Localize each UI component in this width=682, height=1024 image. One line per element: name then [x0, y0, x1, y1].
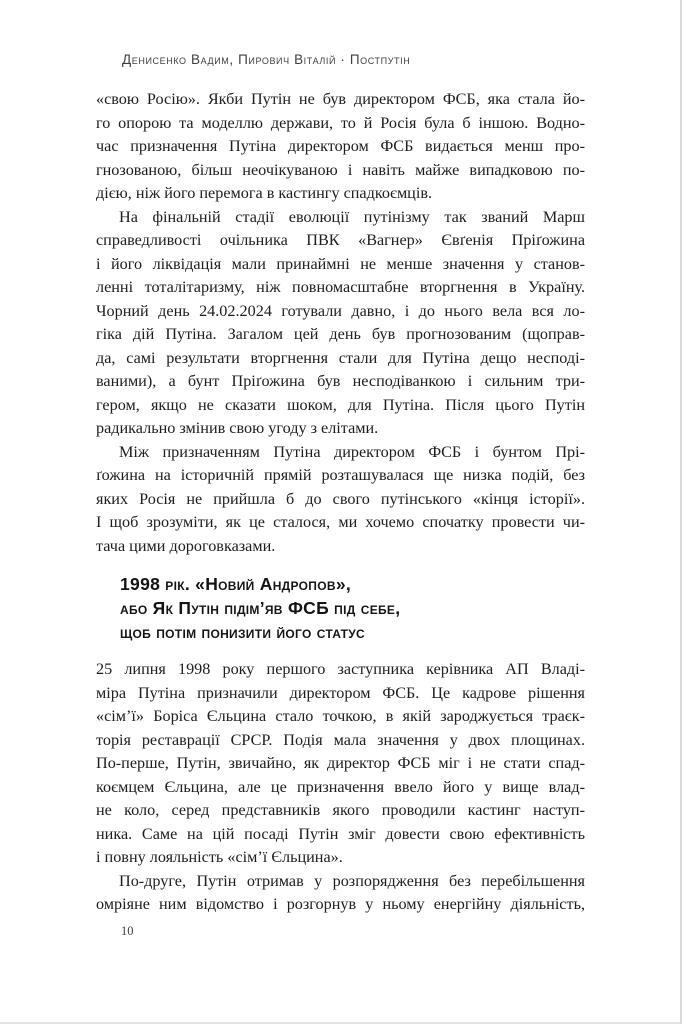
text-line: По-перше, Путін, звичайно, як директор ФСБ міг і не стати спад-: [96, 754, 585, 772]
paragraph: [96, 658, 585, 870]
text-line: ґожина на історичній прямій розташувалася ще низка подій, без: [96, 466, 585, 484]
text-line: ленні тоталітаризму, ніж повномасштабне вторгнення в Україну.: [96, 278, 585, 296]
text-line: час призначення Путіна директором ФСБ видається менш про-: [96, 137, 585, 155]
text-line: гіка дій Путіна. Загалом цей день був прогнозованим (щоправ-: [96, 325, 585, 343]
paragraph: [96, 206, 585, 441]
text-line: яких Росія не прийшла б до свого путінського «кінця історії».: [96, 489, 585, 508]
text-line: міра Путіна призначили директором ФСБ. Це кадрове рішення: [96, 683, 585, 702]
text-line: справедливості очільника ПВК «Вагнер» Євґенія Пріґожина: [96, 231, 585, 249]
text-line: гером, якщо не сказати шоком, для Путіна. Після цього Путін: [96, 395, 585, 414]
paragraph: [96, 441, 585, 559]
page-number: 10: [121, 924, 134, 938]
heading-line: або Як Путін підім’яв ФСБ під себе,: [120, 598, 401, 618]
text-line: го опорою та моделлю держави, то й Росія була б іншою. Водно-: [96, 113, 585, 132]
text-line: гнозованою, більш неочікуваною і навіть майже випадковою по-: [96, 160, 585, 179]
paragraph: [96, 88, 585, 206]
text-line: І щоб зрозуміти, як це сталося, ми хочемо спочатку провести чи-: [96, 513, 585, 531]
text-line: і повну лояльність «сім’ї Єльцина».: [96, 848, 343, 866]
text-line: да, самі результати вторгнення стали для Путіна дещо несподі-: [96, 348, 585, 367]
text-line: ваними), а бунт Пріґожина був несподіванкою і сильним три-: [96, 372, 585, 390]
text-line: не коло, серед представників якого проводили кастинг наступ-: [96, 801, 585, 819]
text-line: омріяне ним відомство і розгорнув у ньому енергійну діяльність,: [96, 895, 585, 913]
text-line: Між призначенням Путіна директором ФСБ і бунтом Прі-: [119, 442, 585, 461]
heading-line: 1998 рік. «Новий Андропов»,: [120, 574, 352, 594]
text-line: тача цими дороговказами.: [96, 536, 276, 555]
text-line: і його ліквідація мали принаймні не менше значення у станов-: [96, 254, 585, 273]
text-line: торія реставрації СРСР. Подія мала значення у двох площинах.: [96, 730, 585, 749]
text-line: коємцем Єльцина, але це призначення ввело його у вище влад-: [96, 777, 585, 796]
text-line: «свою Росію». Якби Путін не був директором ФСБ, яка стала йо-: [96, 90, 585, 108]
text-line: дією, ніж його перемога в кастингу спадкоємців.: [96, 184, 433, 202]
text-line: Чорний день 24.02.2024 готували давно, і до нього вела вся ло-: [96, 301, 585, 320]
text-line: На фінальній стадії еволюції путінізму так званий Марш: [119, 207, 585, 226]
text-line: 25 липня 1998 року першого заступника керівника АП Владі-: [96, 660, 585, 678]
running-header: Денисенко Вадим, Пирович Віталій · Постпутін: [122, 52, 411, 67]
text-line: радикально змінив свою угоду з елітами.: [96, 419, 379, 437]
text-line: По-друге, Путін отримав у розпорядження без перебільшення: [119, 871, 585, 890]
text-line: ника. Саме на цій посаді Путін зміг довести свою ефективність: [96, 824, 585, 843]
text-line: «сім’ї» Боріса Єльцина стало точкою, в якій зароджується траєк-: [96, 707, 585, 725]
section-heading: [96, 572, 585, 644]
body-text: [96, 88, 585, 917]
heading-line: щоб потім понизити його статус: [120, 622, 366, 642]
paragraph: [96, 870, 585, 917]
